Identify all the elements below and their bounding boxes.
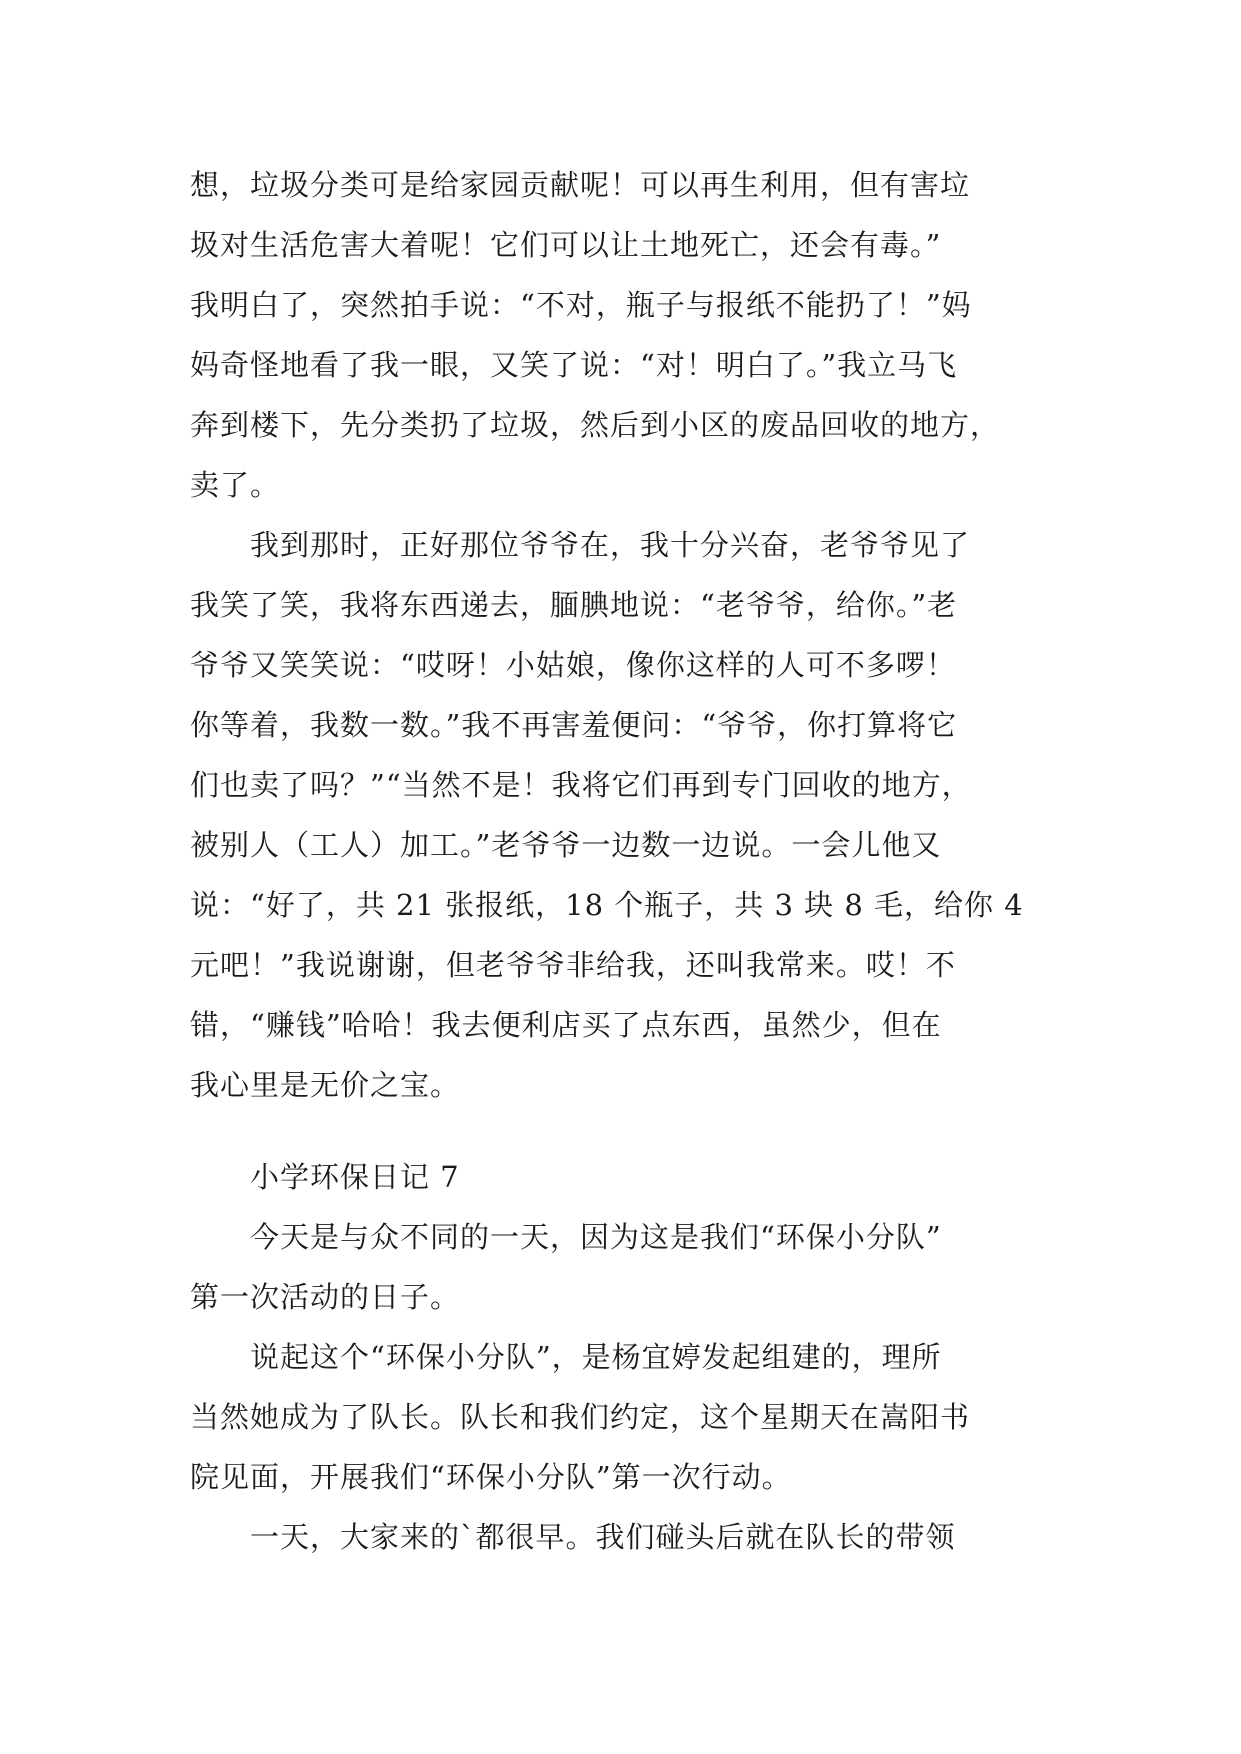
- paragraph-3-line: 今天是与众不同的一天，因为这是我们“环保小分队”: [190, 1220, 942, 1254]
- paragraph-2-line: 说：“好了，共 21 张报纸，18 个瓶子，共 3 块 8 毛，给你 4: [190, 888, 1024, 922]
- paragraph-1-line: 想，垃圾分类可是给家园贡献呢！可以再生利用，但有害垃: [190, 168, 971, 202]
- paragraph-2-line: 我笑了笑，我将东西递去，腼腆地说：“老爷爷，给你。”老: [190, 588, 958, 622]
- text-column-bottom: [190, 1147, 1052, 1567]
- text-column-top: [190, 155, 1052, 1115]
- paragraph-2-line: 元吧！”我说谢谢，但老爷爷非给我，还叫我常来。哎！不: [190, 948, 956, 982]
- paragraph-1-line: 妈奇怪地看了我一眼，又笑了说：“对！明白了。”我立马飞: [190, 348, 958, 382]
- paragraph-2-line: 爷爷又笑笑说：“哎呀！小姑娘，像你这样的人可不多啰！: [190, 648, 956, 682]
- paragraph-1-line: 我明白了，突然拍手说：“不对，瓶子与报纸不能扔了！”妈: [190, 288, 972, 322]
- paragraph-4-line: 当然她成为了队长。队长和我们约定，这个星期天在嵩阳书: [190, 1400, 971, 1434]
- section-title: 小学环保日记 7: [190, 1160, 460, 1194]
- paragraph-4-line: 说起这个“环保小分队”，是杨宜婷发起组建的，理所: [190, 1340, 942, 1374]
- paragraph-1-line: 奔到楼下，先分类扔了垃圾，然后到小区的废品回收的地方，: [190, 408, 1001, 442]
- paragraph-2-line: 错，“赚钱”哈哈！我去便利店买了点东西，虽然少，但在: [190, 1008, 942, 1042]
- paragraph-2-line: 被别人（工人）加工。”老爷爷一边数一边说。一会儿他又: [190, 828, 942, 862]
- paragraph-2-line: 们也卖了吗？”“当然不是！我将它们再到专门回收的地方，: [190, 768, 972, 802]
- paragraph-1-line: 卖了。: [190, 468, 281, 502]
- paragraph-3-line: 第一次活动的日子。: [190, 1280, 461, 1314]
- paragraph-2-line: 你等着，我数一数。”我不再害羞便问：“爷爷，你打算将它: [190, 708, 958, 742]
- paragraph-1-line: 圾对生活危害大着呢！它们可以让土地死亡，还会有毒。”: [190, 228, 942, 262]
- paragraph-5-line: 一天，大家来的`都很早。我们碰头后就在队长的带领: [190, 1520, 956, 1554]
- paragraph-4-line: 院见面，开展我们“环保小分队”第一次行动。: [190, 1460, 792, 1494]
- paragraph-2-line: 我心里是无价之宝。: [190, 1068, 461, 1102]
- paragraph-2-line: 我到那时，正好那位爷爷在，我十分兴奋，老爷爷见了: [190, 528, 971, 562]
